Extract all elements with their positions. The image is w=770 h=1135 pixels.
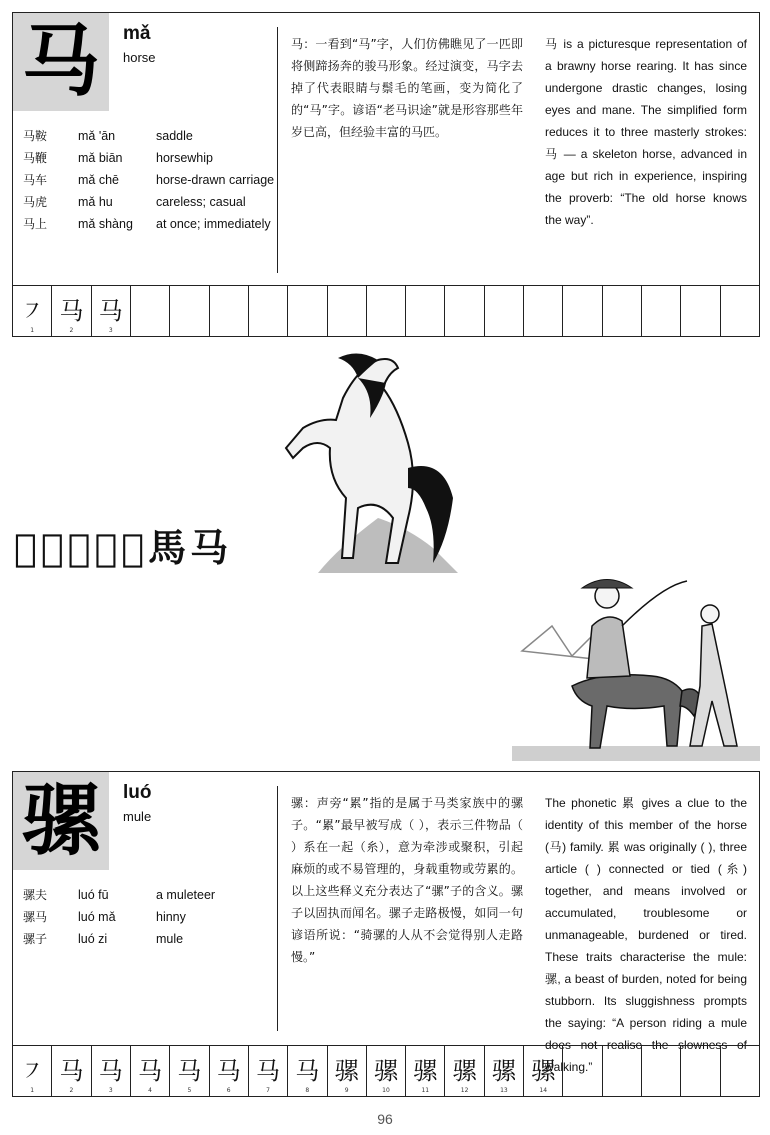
stroke-number: 6 <box>226 1087 231 1094</box>
stroke-cell <box>210 1046 249 1096</box>
stroke-glyph: 骡 <box>531 1056 556 1085</box>
english-explanation: The phonetic 累 gives a clue to the identity of this member of the horse (马) family. 累 was originally ( ), three article ( ) connected or tied (糸) together, and means involved or accumulated, troublesome or unmanageable, burdened or tired. These traits characterise the mule: 骡, a beast of burden, noted for being stubborn. Its sluggishness prompts the saying: “A person riding a mule does not realise the slowness of walking.” <box>545 796 747 1074</box>
english-explanation: 马 is a picturesque representation of a brawny horse rearing. It has since undergone drastic changes, losing eyes and mane. The simplified form reduces it to three masterly strokes: 马 — a skeleton horse, advanced in age but rich in experience, inspiring the proverb: “The old horse knows the way”. <box>545 37 747 227</box>
stroke-number: 11 <box>421 1087 430 1094</box>
word-pinyin: mǎ hu <box>78 195 113 209</box>
word-english: horse-drawn carriage <box>156 173 275 187</box>
word-row <box>23 169 278 191</box>
word-pinyin: mǎ chē <box>78 173 119 187</box>
word-row <box>23 928 278 950</box>
stroke-glyph: 骡 <box>452 1056 477 1085</box>
stroke-cell <box>445 286 484 336</box>
stroke-cell <box>249 286 288 336</box>
stroke-cell <box>603 286 642 336</box>
word-hanzi: 马车 <box>23 173 48 187</box>
stroke-glyph: ㇇ <box>20 1056 45 1085</box>
stroke-glyph: 马 <box>295 1056 320 1085</box>
headword-character: 骡 <box>21 775 100 866</box>
stroke-cell <box>170 286 209 336</box>
stroke-cell <box>328 286 367 336</box>
stroke-order-grid <box>13 1045 759 1096</box>
stroke-order-grid <box>13 285 759 336</box>
stroke-number: 5 <box>187 1087 192 1094</box>
word-row <box>23 906 278 928</box>
stroke-glyph: 马 <box>59 296 84 325</box>
stroke-glyph: 马 <box>98 296 123 325</box>
column-divider <box>277 786 278 1031</box>
stroke-cell <box>131 286 170 336</box>
evolution-glyph: 馬 <box>148 525 187 570</box>
word-english: hinny <box>156 910 186 924</box>
word-hanzi: 马鞍 <box>23 129 48 143</box>
word-pinyin: mǎ 'ān <box>78 129 116 143</box>
character-evolution <box>14 518 354 578</box>
stroke-glyph: 马 <box>256 1056 281 1085</box>
stroke-number: 2 <box>69 1087 74 1094</box>
word-english: at once; immediately <box>156 217 271 231</box>
evolution-glyph: 𢑚 <box>40 525 64 570</box>
stroke-number: 7 <box>266 1087 270 1094</box>
stroke-cell <box>642 286 681 336</box>
column-divider <box>277 27 278 273</box>
stroke-glyph: 马 <box>216 1056 241 1085</box>
stroke-number: 12 <box>460 1087 469 1094</box>
word-english: careless; casual <box>156 195 246 209</box>
stroke-number: 10 <box>382 1087 390 1094</box>
stroke-cell <box>406 286 445 336</box>
stroke-cell <box>131 1046 170 1096</box>
page-number: 96 <box>377 1111 393 1127</box>
ground-shading <box>512 746 760 761</box>
rider-hat <box>582 580 632 589</box>
stroke-cell <box>210 286 249 336</box>
stroke-cell <box>406 1046 445 1096</box>
stroke-cell <box>445 1046 484 1096</box>
stroke-cell <box>721 286 759 336</box>
evolution-glyph: 马 <box>190 525 229 570</box>
stroke-number: 13 <box>500 1087 508 1094</box>
stroke-glyph: 骡 <box>491 1056 516 1085</box>
character-box <box>13 13 109 111</box>
word-row <box>23 125 278 147</box>
headword-meaning: mule <box>123 809 152 824</box>
stroke-cell <box>249 1046 288 1096</box>
word-row <box>23 191 278 213</box>
word-hanzi: 骡夫 <box>23 888 48 902</box>
stroke-number: 1 <box>30 327 35 334</box>
mule-rider-illustration <box>512 566 760 761</box>
entry-luo <box>12 771 760 1097</box>
stroke-cell <box>367 286 406 336</box>
mule-body <box>572 675 682 748</box>
stroke-cell <box>52 286 91 336</box>
evolution-glyph: 𢑚 <box>67 525 91 570</box>
stroke-cell <box>524 286 563 336</box>
word-english: saddle <box>156 129 193 143</box>
stroke-cell <box>52 1046 91 1096</box>
word-list <box>23 884 278 950</box>
stroke-cell <box>170 1046 209 1096</box>
stroke-glyph: 骡 <box>413 1056 438 1085</box>
stroke-glyph: 马 <box>177 1056 202 1085</box>
walker-head <box>701 605 719 623</box>
word-row <box>23 147 278 169</box>
character-box <box>13 772 109 870</box>
word-pinyin: mǎ shàng <box>78 217 133 231</box>
stroke-glyph: ㇇ <box>20 296 45 325</box>
word-english: mule <box>156 932 184 946</box>
stroke-cell <box>92 286 131 336</box>
word-row <box>23 884 278 906</box>
word-pinyin: mǎ biān <box>78 151 123 165</box>
stroke-cell <box>485 1046 524 1096</box>
stroke-glyph: 骡 <box>334 1056 359 1085</box>
stroke-number: 3 <box>108 1087 113 1094</box>
headword-meaning: horse <box>123 50 156 65</box>
stroke-number: 14 <box>539 1087 548 1094</box>
evolution-glyph: 𢑚 <box>121 525 145 570</box>
stroke-glyph: 骡 <box>373 1056 398 1085</box>
headword-character: 马 <box>21 16 100 107</box>
stroke-cell <box>642 1046 681 1096</box>
word-hanzi: 骡马 <box>23 910 48 924</box>
stroke-cell <box>92 1046 131 1096</box>
word-english: horsewhip <box>156 151 213 165</box>
rider-body <box>587 617 630 678</box>
word-pinyin: luó zi <box>78 932 108 946</box>
stroke-cell <box>721 1046 759 1096</box>
stroke-number: 2 <box>69 327 74 334</box>
stroke-cell <box>524 1046 563 1096</box>
word-pinyin: luó fū <box>78 888 109 902</box>
stroke-cell <box>681 1046 720 1096</box>
stroke-number: 4 <box>148 1087 153 1094</box>
stroke-cell <box>485 286 524 336</box>
stroke-cell <box>367 1046 406 1096</box>
entry-ma <box>12 12 760 337</box>
evolution-glyph: 𢑚 <box>14 525 37 570</box>
stroke-number: 3 <box>108 327 113 334</box>
word-list <box>23 125 278 235</box>
word-hanzi: 马上 <box>23 217 48 231</box>
stroke-cell <box>13 286 52 336</box>
stroke-cell <box>288 286 327 336</box>
word-pinyin: luó mǎ <box>78 910 116 924</box>
stroke-number: 8 <box>305 1087 310 1094</box>
headword-pinyin: luó <box>123 782 152 803</box>
stroke-cell <box>328 1046 367 1096</box>
word-row <box>23 213 278 235</box>
stroke-glyph: 马 <box>59 1056 84 1085</box>
word-hanzi: 骡子 <box>23 932 48 946</box>
evolution-glyph: 𢑚 <box>94 525 118 570</box>
stroke-number: 9 <box>344 1087 349 1094</box>
stroke-number: 1 <box>30 1087 35 1094</box>
stroke-cell <box>603 1046 642 1096</box>
headword-pinyin: mǎ <box>123 23 151 44</box>
stroke-cell <box>13 1046 52 1096</box>
stroke-glyph: 马 <box>138 1056 163 1085</box>
word-hanzi: 马虎 <box>23 195 48 209</box>
word-hanzi: 马鞭 <box>23 151 48 165</box>
walker-body <box>690 624 737 746</box>
word-english: a muleteer <box>156 888 216 902</box>
stroke-cell <box>288 1046 327 1096</box>
stroke-cell <box>563 1046 602 1096</box>
stroke-glyph: 马 <box>98 1056 123 1085</box>
chinese-explanation: 马：一看到“马”字，人们仿佛瞧见了一匹即将侧蹄扬奔的骏马形象。经过演变，马字去掉了代表眼睛与鬃毛的笔画，变为简化了的“马”字。谚语“老马识途”就是形容那些年岁已高，但经验丰富的马匹。 <box>291 37 523 139</box>
chinese-explanation: 骡：声旁“累”指的是属于马类家族中的骡子。“累”最早被写成（ ），表示三件物品（ ）系在一起（糸），意为牵涉或聚积，引起麻烦的或不易管理的，身载重物或劳累的。以上这些释义充分表达了“骡”子的含义。骡子以固执而闻名。骡子走路极慢，如同一句谚语所说：“骑骡的人从不会觉得别人走路慢。” <box>291 796 523 964</box>
stroke-cell <box>563 286 602 336</box>
stroke-cell <box>681 286 720 336</box>
